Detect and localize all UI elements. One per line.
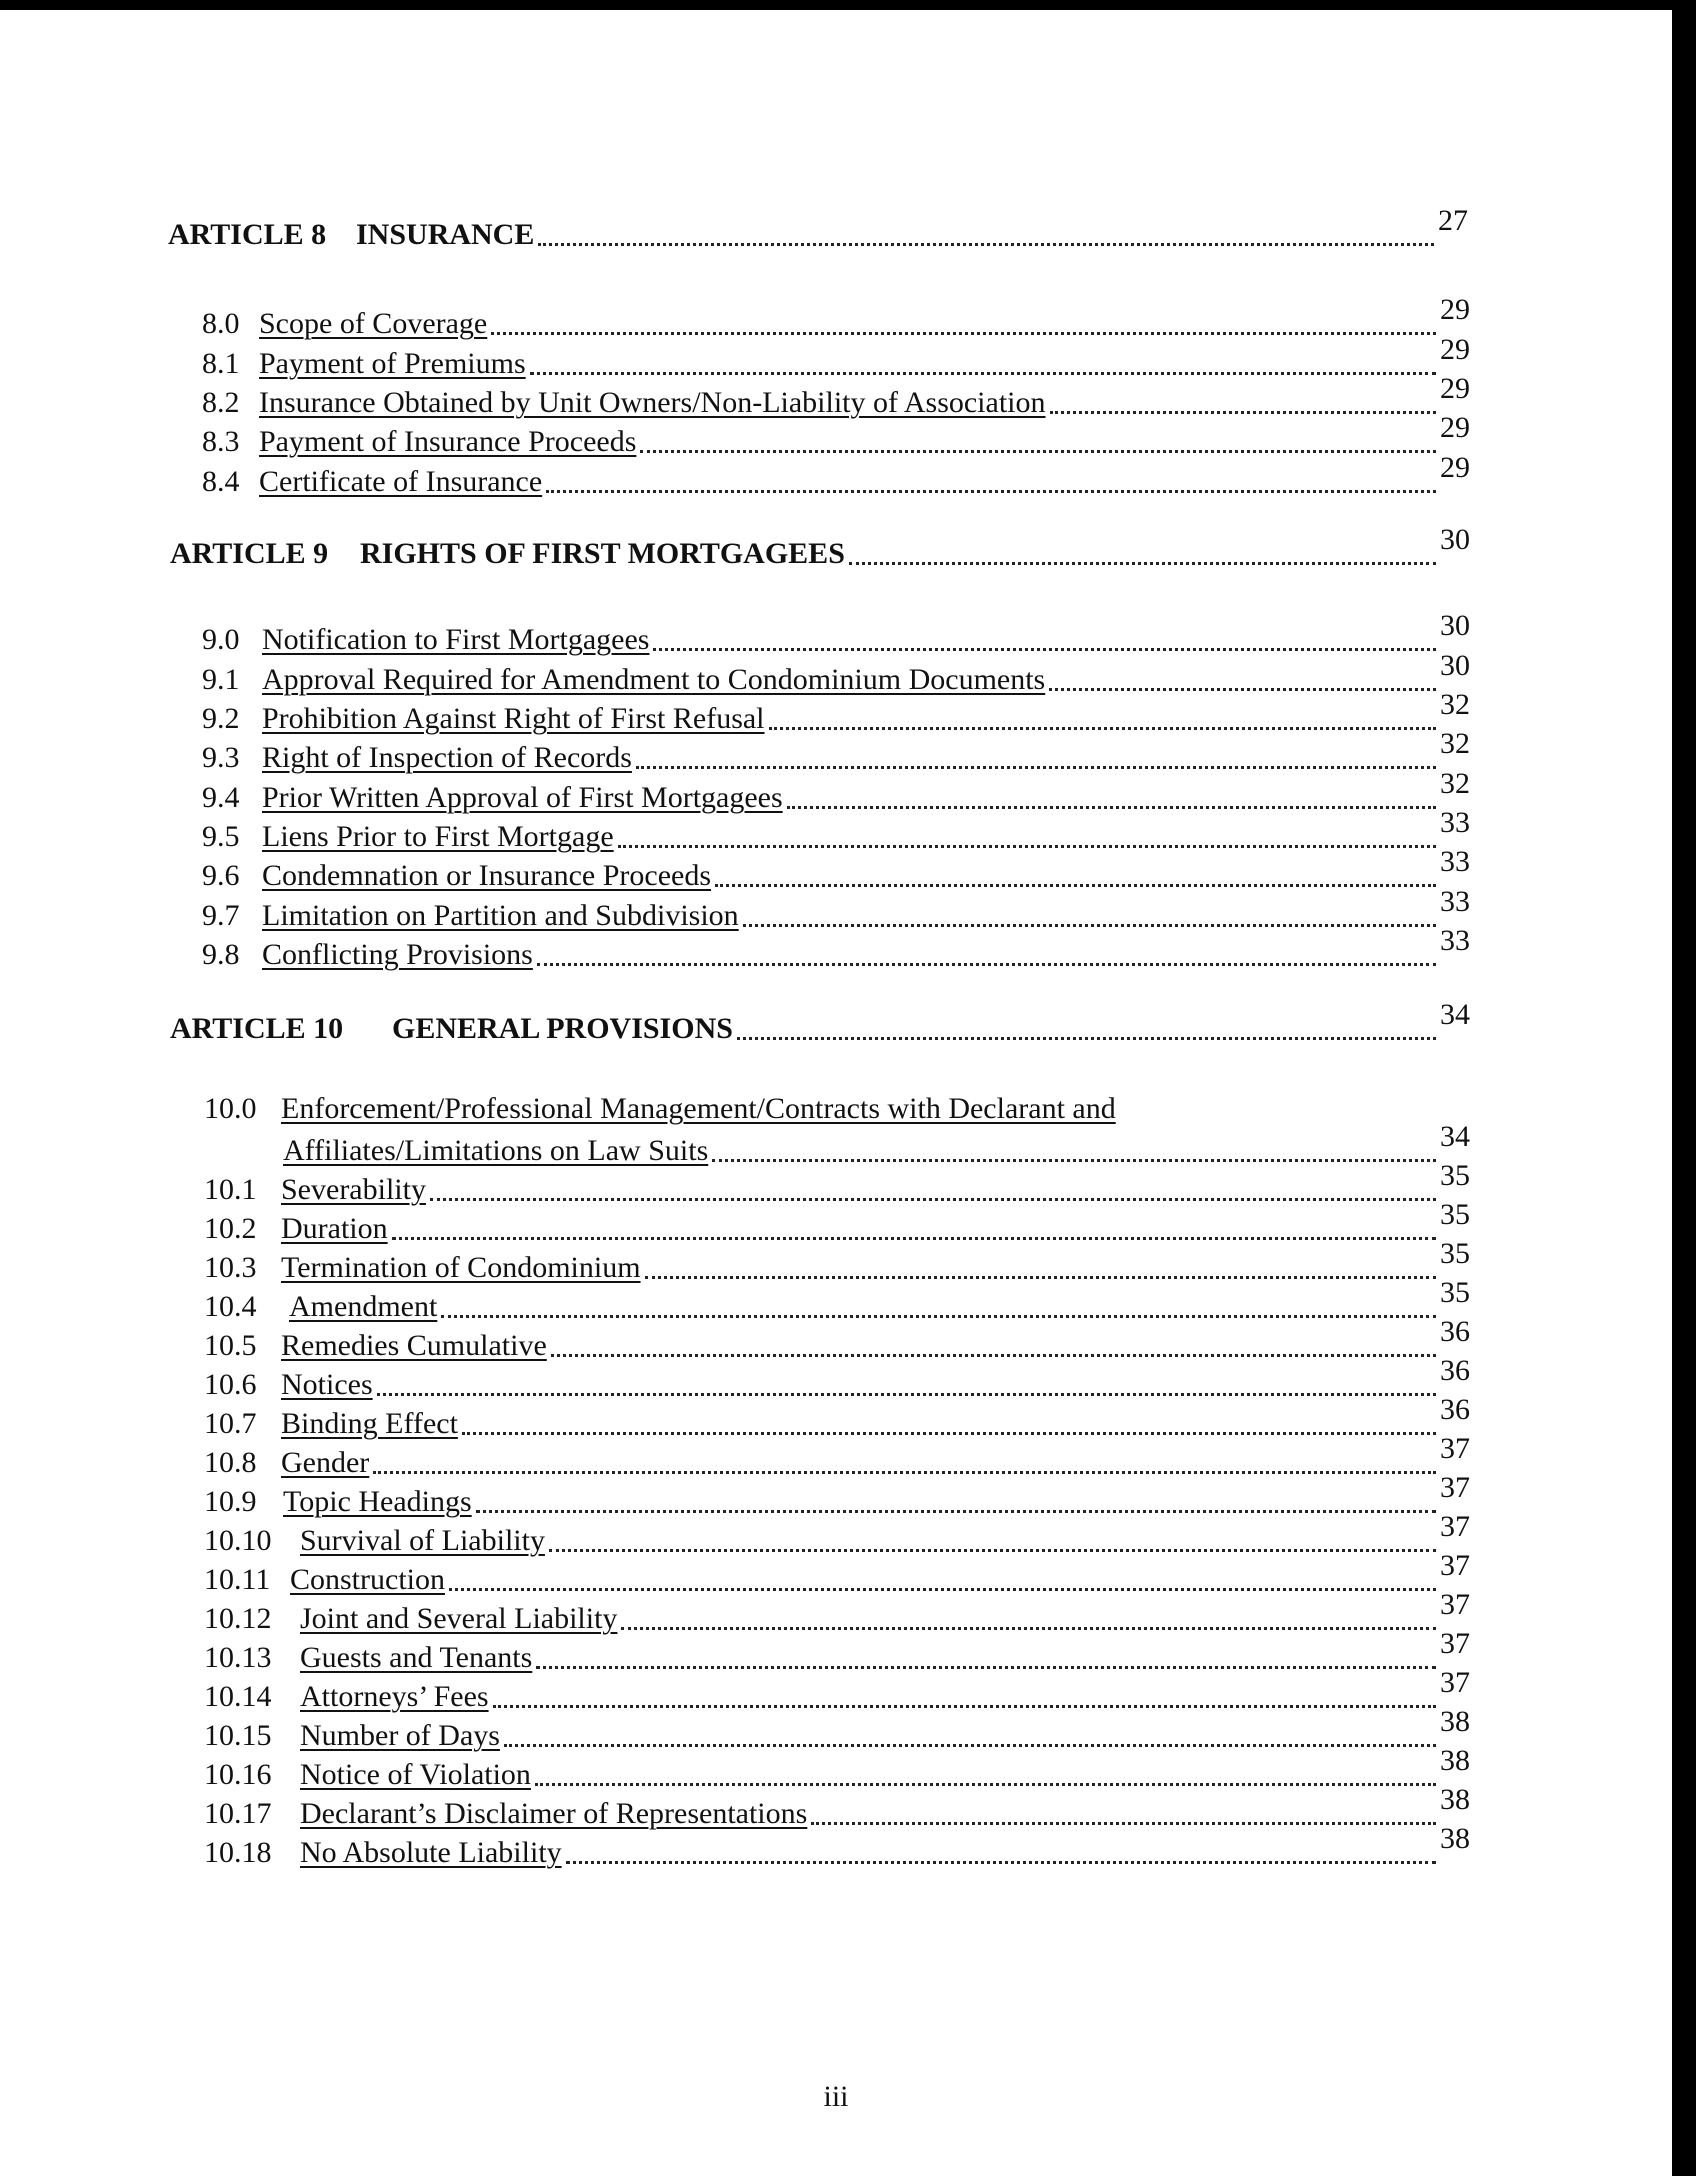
toc-entry[interactable] (202, 649, 1470, 697)
document-page (0, 10, 1672, 2176)
article-title: RIGHTS OF FIRST MORTGAGEES (360, 537, 845, 570)
section-title: Insurance Obtained by Unit Owners/Non-Liability of Association (259, 386, 1046, 419)
toc-entry[interactable] (204, 1159, 1470, 1207)
toc-entry[interactable] (204, 1744, 1470, 1792)
page-number: 38 (1440, 1744, 1470, 1777)
dot-leader (621, 1627, 1436, 1630)
page-number: 33 (1440, 845, 1470, 878)
toc-entry[interactable] (202, 293, 1470, 341)
toc-entry[interactable] (204, 1315, 1470, 1363)
section-title: Approval Required for Amendment to Condominium Documents (262, 663, 1046, 696)
section-title: Limitation on Partition and Subdivision (262, 899, 739, 932)
section-title: Notices (281, 1368, 373, 1401)
dot-leader (712, 1159, 1436, 1162)
toc-article-10[interactable] (170, 998, 1470, 1046)
toc-entry[interactable] (204, 1627, 1470, 1675)
page-number: 34 (1440, 998, 1470, 1031)
page-number: 32 (1440, 767, 1470, 800)
toc-entry[interactable] (202, 767, 1470, 815)
section-number: 8.3 (202, 425, 240, 458)
section-title: Guests and Tenants (300, 1641, 533, 1674)
dot-leader (377, 1393, 1436, 1396)
dot-leader (491, 332, 1436, 335)
dot-leader (373, 1471, 1436, 1474)
page-number: 35 (1440, 1198, 1470, 1231)
page-number: 33 (1440, 924, 1470, 957)
section-title: Gender (281, 1446, 370, 1479)
page-number: 36 (1440, 1315, 1470, 1348)
section-title: Duration (281, 1212, 388, 1245)
page-number: 30 (1440, 523, 1470, 556)
section-number: 8.4 (202, 465, 240, 498)
footer-page-number: iii (823, 2080, 849, 2113)
section-title: Severability (281, 1173, 426, 1206)
section-title: Joint and Several Liability (300, 1602, 618, 1635)
dot-leader (546, 490, 1436, 493)
section-number: 10.10 (204, 1524, 272, 1557)
page-number: 34 (1440, 1120, 1470, 1153)
toc-entry[interactable] (204, 1276, 1470, 1324)
dot-leader (392, 1237, 1436, 1240)
toc-article-9[interactable] (170, 523, 1470, 571)
dot-leader (551, 1354, 1436, 1357)
section-title: Binding Effect (281, 1407, 458, 1440)
toc-entry[interactable] (204, 1588, 1470, 1636)
section-number: 10.15 (204, 1719, 272, 1752)
dot-leader (737, 1037, 1436, 1040)
toc-entry[interactable] (202, 609, 1470, 657)
page-number: 37 (1440, 1627, 1470, 1660)
section-title: Liens Prior to First Mortgage (262, 820, 614, 853)
toc-entry[interactable] (202, 727, 1470, 775)
page-number: 35 (1440, 1159, 1470, 1192)
section-number: 10.5 (204, 1329, 257, 1362)
dot-leader (530, 372, 1436, 375)
section-number: 10.13 (204, 1641, 272, 1674)
section-title: Affiliates/Limitations on Law Suits (283, 1134, 709, 1167)
toc-entry[interactable] (202, 688, 1470, 736)
section-number: 10.11 (204, 1563, 271, 1596)
dot-leader (769, 727, 1436, 730)
dot-leader (640, 450, 1436, 453)
section-number: 10.16 (204, 1758, 272, 1791)
section-number: 9.0 (202, 623, 240, 656)
toc-entry[interactable] (204, 1198, 1470, 1246)
section-title: Payment of Insurance Proceeds (259, 425, 637, 458)
toc-entry[interactable] (204, 1705, 1470, 1753)
page-number: 29 (1440, 451, 1470, 484)
dot-leader (536, 1666, 1436, 1669)
toc-entry-10-0-line1[interactable] (204, 1092, 1116, 1126)
dot-leader (537, 963, 1436, 966)
toc-entry[interactable] (202, 924, 1470, 972)
page-number: 37 (1440, 1471, 1470, 1504)
toc-entry[interactable] (204, 1354, 1470, 1402)
toc-article-8[interactable] (168, 204, 1468, 252)
toc-entry[interactable] (204, 1393, 1470, 1441)
toc-entry[interactable] (202, 372, 1470, 420)
page-number: 37 (1440, 1588, 1470, 1621)
dot-leader (493, 1705, 1436, 1708)
toc-entry[interactable] (202, 885, 1470, 933)
toc-entry[interactable] (204, 1510, 1470, 1558)
dot-leader (549, 1549, 1436, 1552)
section-number: 9.8 (202, 938, 240, 971)
page-number: 30 (1440, 609, 1470, 642)
section-title: Prohibition Against Right of First Refusal (262, 702, 765, 735)
section-number: 10.8 (204, 1446, 257, 1479)
section-number: 9.3 (202, 741, 240, 774)
page-number: 37 (1440, 1549, 1470, 1582)
dot-leader (811, 1822, 1436, 1825)
section-number: 10.3 (204, 1251, 257, 1284)
section-number: 8.1 (202, 347, 240, 380)
section-title: Number of Days (300, 1719, 500, 1752)
article-number: ARTICLE 9 (170, 537, 329, 570)
page-number: 37 (1440, 1666, 1470, 1699)
section-title: Scope of Coverage (259, 307, 488, 340)
section-title: Construction (290, 1563, 445, 1596)
section-title: Attorneys’ Fees (300, 1680, 489, 1713)
page-number: 29 (1440, 293, 1470, 326)
dot-leader (645, 1276, 1436, 1279)
section-title: No Absolute Liability (300, 1836, 562, 1869)
page-number: 35 (1440, 1276, 1470, 1309)
dot-leader (476, 1510, 1436, 1513)
page-number: 29 (1440, 372, 1470, 405)
section-title: Termination of Condominium (281, 1251, 641, 1284)
dot-leader (849, 562, 1436, 565)
toc-entry[interactable] (202, 333, 1470, 381)
dot-leader (462, 1432, 1436, 1435)
page-number: 33 (1440, 806, 1470, 839)
page-number: 33 (1440, 885, 1470, 918)
section-number: 10.7 (204, 1407, 257, 1440)
toc-entry[interactable] (204, 1549, 1470, 1597)
page-number: 30 (1440, 649, 1470, 682)
section-number: 10.2 (204, 1212, 257, 1245)
page-number: 32 (1440, 688, 1470, 721)
section-title: Prior Written Approval of First Mortgagees (262, 781, 783, 814)
toc-entry[interactable] (202, 845, 1470, 893)
section-number: 9.5 (202, 820, 240, 853)
section-title-line1: Enforcement/Professional Management/Contracts with Declarant and (281, 1092, 1116, 1125)
page-number: 36 (1440, 1354, 1470, 1387)
article-number: ARTICLE 10 (170, 1012, 344, 1045)
section-number: 10.18 (204, 1836, 272, 1869)
section-number: 8.0 (202, 307, 240, 340)
toc-entry[interactable] (204, 1237, 1470, 1285)
dot-leader (538, 243, 1434, 246)
page-number: 38 (1440, 1783, 1470, 1816)
dot-leader (618, 845, 1436, 848)
page-number: 37 (1440, 1432, 1470, 1465)
section-title: Right of Inspection of Records (262, 741, 632, 774)
section-number: 9.1 (202, 663, 240, 696)
dot-leader (715, 884, 1436, 887)
page-number: 32 (1440, 727, 1470, 760)
section-title: Notice of Violation (300, 1758, 531, 1791)
toc-entry[interactable] (202, 806, 1470, 854)
toc-entry[interactable] (204, 1783, 1470, 1831)
toc-entry-10-0-line2[interactable] (283, 1120, 1470, 1168)
page-number: 36 (1440, 1393, 1470, 1426)
section-number: 10.12 (204, 1602, 272, 1635)
section-title: Amendment (289, 1290, 438, 1323)
section-title: Topic Headings (283, 1485, 472, 1518)
toc-entry[interactable] (204, 1432, 1470, 1480)
section-number: 9.6 (202, 859, 240, 892)
dot-leader (566, 1861, 1436, 1864)
dot-leader (535, 1783, 1436, 1786)
section-number: 10.6 (204, 1368, 257, 1401)
dot-leader (504, 1744, 1436, 1747)
section-number: 10.9 (204, 1485, 257, 1518)
page-number: 38 (1440, 1705, 1470, 1738)
dot-leader (653, 648, 1436, 651)
article-title: GENERAL PROVISIONS (392, 1012, 733, 1045)
section-title: Notification to First Mortgagees (262, 623, 650, 656)
section-title: Certificate of Insurance (259, 465, 543, 498)
toc-entry[interactable] (204, 1471, 1470, 1519)
page-number: 37 (1440, 1510, 1470, 1543)
dot-leader (636, 766, 1436, 769)
toc-entry[interactable] (202, 411, 1470, 459)
dot-leader (1049, 688, 1436, 691)
dot-leader (441, 1315, 1436, 1318)
article-number: ARTICLE 8 (168, 218, 327, 251)
section-number: 9.7 (202, 899, 240, 932)
toc-entry[interactable] (204, 1822, 1470, 1870)
section-number: 10.1 (204, 1173, 257, 1206)
section-title: Conflicting Provisions (262, 938, 533, 971)
page-number: 35 (1440, 1237, 1470, 1270)
dot-leader (743, 924, 1436, 927)
section-number: 9.4 (202, 781, 240, 814)
toc-entry[interactable] (202, 451, 1470, 499)
dot-leader (449, 1588, 1436, 1591)
section-title: Survival of Liability (300, 1524, 545, 1557)
section-number: 10.17 (204, 1797, 272, 1830)
dot-leader (1050, 411, 1436, 414)
article-title: INSURANCE (356, 218, 535, 251)
dot-leader (430, 1198, 1436, 1201)
section-number: 8.2 (202, 386, 240, 419)
page-number: 29 (1440, 333, 1470, 366)
section-number: 10.14 (204, 1680, 272, 1713)
page-number: 38 (1440, 1822, 1470, 1855)
toc-entry[interactable] (204, 1666, 1470, 1714)
dot-leader (787, 806, 1436, 809)
page-number: 29 (1440, 411, 1470, 444)
section-title: Payment of Premiums (259, 347, 526, 380)
section-title: Declarant’s Disclaimer of Representations (300, 1797, 808, 1830)
section-number: 10.4 (204, 1290, 257, 1323)
section-number: 9.2 (202, 702, 240, 735)
section-title: Remedies Cumulative (281, 1329, 547, 1362)
section-title: Condemnation or Insurance Proceeds (262, 859, 712, 892)
section-number: 10.0 (204, 1092, 257, 1125)
page-number: 27 (1438, 204, 1468, 237)
